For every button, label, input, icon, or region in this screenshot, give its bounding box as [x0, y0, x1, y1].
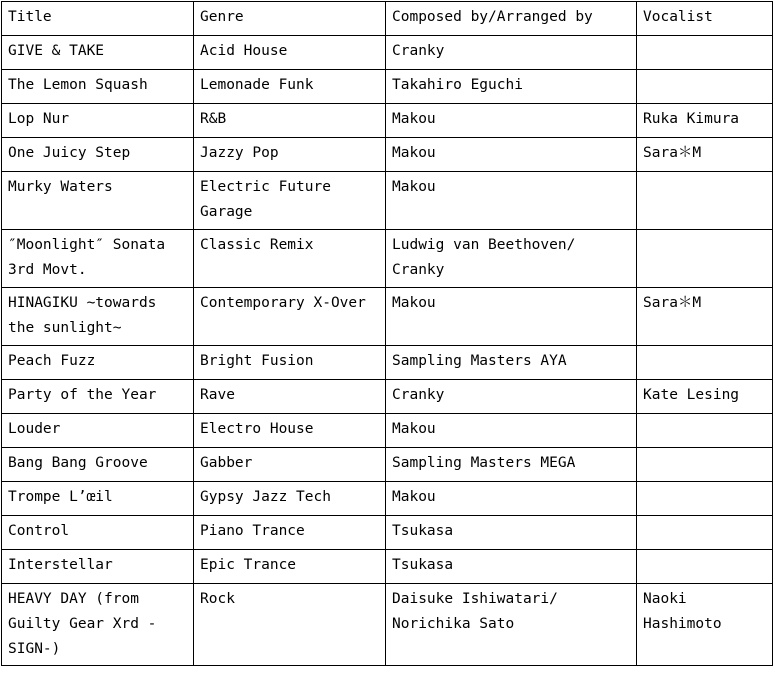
- cell-composer: Tsukasa: [386, 549, 637, 583]
- table-row: [2, 583, 773, 666]
- cell-title: Peach Fuzz: [2, 345, 194, 379]
- table-row: [2, 447, 773, 481]
- tracklist-table: [1, 1, 773, 666]
- table-header: [2, 2, 773, 36]
- cell-composer: Cranky: [386, 379, 637, 413]
- cell-genre: Electro House: [194, 413, 386, 447]
- cell-vocalist: Kate Lesing: [637, 379, 773, 413]
- cell-vocalist: Sara＊M: [637, 287, 773, 345]
- cell-composer: Makou: [386, 104, 637, 138]
- cell-vocalist: [637, 36, 773, 70]
- cell-vocalist: [637, 481, 773, 515]
- cell-composer: Makou: [386, 481, 637, 515]
- table-row: [2, 138, 773, 172]
- table-row: [2, 515, 773, 549]
- cell-genre: Contemporary X-Over: [194, 287, 386, 345]
- cell-genre: R&B: [194, 104, 386, 138]
- cell-genre: Gabber: [194, 447, 386, 481]
- cell-title: Party of the Year: [2, 379, 194, 413]
- cell-vocalist: Sara＊M: [637, 138, 773, 172]
- cell-genre: Rock: [194, 583, 386, 666]
- cell-composer: Cranky: [386, 36, 637, 70]
- tracklist-document: [0, 1, 775, 688]
- cell-genre: Gypsy Jazz Tech: [194, 481, 386, 515]
- table-row: [2, 379, 773, 413]
- cell-composer: Sampling Masters AYA: [386, 345, 637, 379]
- cell-genre: Piano Trance: [194, 515, 386, 549]
- cell-title: GIVE & TAKE: [2, 36, 194, 70]
- cell-vocalist: [637, 413, 773, 447]
- cell-vocalist: Naoki Hashimoto: [637, 583, 773, 666]
- table-row: [2, 413, 773, 447]
- cell-composer: Makou: [386, 138, 637, 172]
- cell-title: Murky Waters: [2, 172, 194, 230]
- cell-title: Bang Bang Groove: [2, 447, 194, 481]
- cell-title: Lop Nur: [2, 104, 194, 138]
- cell-genre: Acid House: [194, 36, 386, 70]
- cell-vocalist: [637, 549, 773, 583]
- cell-genre: Lemonade Funk: [194, 70, 386, 104]
- cell-title: Interstellar: [2, 549, 194, 583]
- cell-title: Louder: [2, 413, 194, 447]
- table-row: [2, 104, 773, 138]
- table-row: [2, 549, 773, 583]
- column-header-title: Title: [2, 2, 194, 36]
- cell-composer: Makou: [386, 172, 637, 230]
- column-header-genre: Genre: [194, 2, 386, 36]
- cell-composer: Tsukasa: [386, 515, 637, 549]
- cell-title: Control: [2, 515, 194, 549]
- table-row: [2, 229, 773, 287]
- cell-vocalist: [637, 172, 773, 230]
- cell-genre: Classic Remix: [194, 229, 386, 287]
- cell-genre: Jazzy Pop: [194, 138, 386, 172]
- cell-vocalist: Ruka Kimura: [637, 104, 773, 138]
- cell-composer: Makou: [386, 287, 637, 345]
- cell-vocalist: [637, 229, 773, 287]
- cell-title: The Lemon Squash: [2, 70, 194, 104]
- cell-genre: Bright Fusion: [194, 345, 386, 379]
- cell-title: ″Moonlight″ Sonata 3rd Movt.: [2, 229, 194, 287]
- table-row: [2, 287, 773, 345]
- cell-vocalist: [637, 345, 773, 379]
- cell-vocalist: [637, 70, 773, 104]
- cell-genre: Electric Future Garage: [194, 172, 386, 230]
- cell-composer: Sampling Masters MEGA: [386, 447, 637, 481]
- cell-genre: Rave: [194, 379, 386, 413]
- cell-composer: Takahiro Eguchi: [386, 70, 637, 104]
- table-header-row: [2, 2, 773, 36]
- table-body: [2, 36, 773, 666]
- cell-title: Trompe L’œil: [2, 481, 194, 515]
- cell-vocalist: [637, 447, 773, 481]
- cell-composer: Daisuke Ishiwatari/ Norichika Sato: [386, 583, 637, 666]
- column-header-composer: Composed by/Arranged by: [386, 2, 637, 36]
- table-row: [2, 172, 773, 230]
- cell-title: HEAVY DAY (from Guilty Gear Xrd -SIGN-): [2, 583, 194, 666]
- table-row: [2, 345, 773, 379]
- cell-vocalist: [637, 515, 773, 549]
- cell-title: One Juicy Step: [2, 138, 194, 172]
- column-header-vocalist: Vocalist: [637, 2, 773, 36]
- table-row: [2, 36, 773, 70]
- table-row: [2, 481, 773, 515]
- table-row: [2, 70, 773, 104]
- cell-composer: Ludwig van Beethoven/ Cranky: [386, 229, 637, 287]
- cell-genre: Epic Trance: [194, 549, 386, 583]
- cell-composer: Makou: [386, 413, 637, 447]
- cell-title: HINAGIKU ~towards the sunlight~: [2, 287, 194, 345]
